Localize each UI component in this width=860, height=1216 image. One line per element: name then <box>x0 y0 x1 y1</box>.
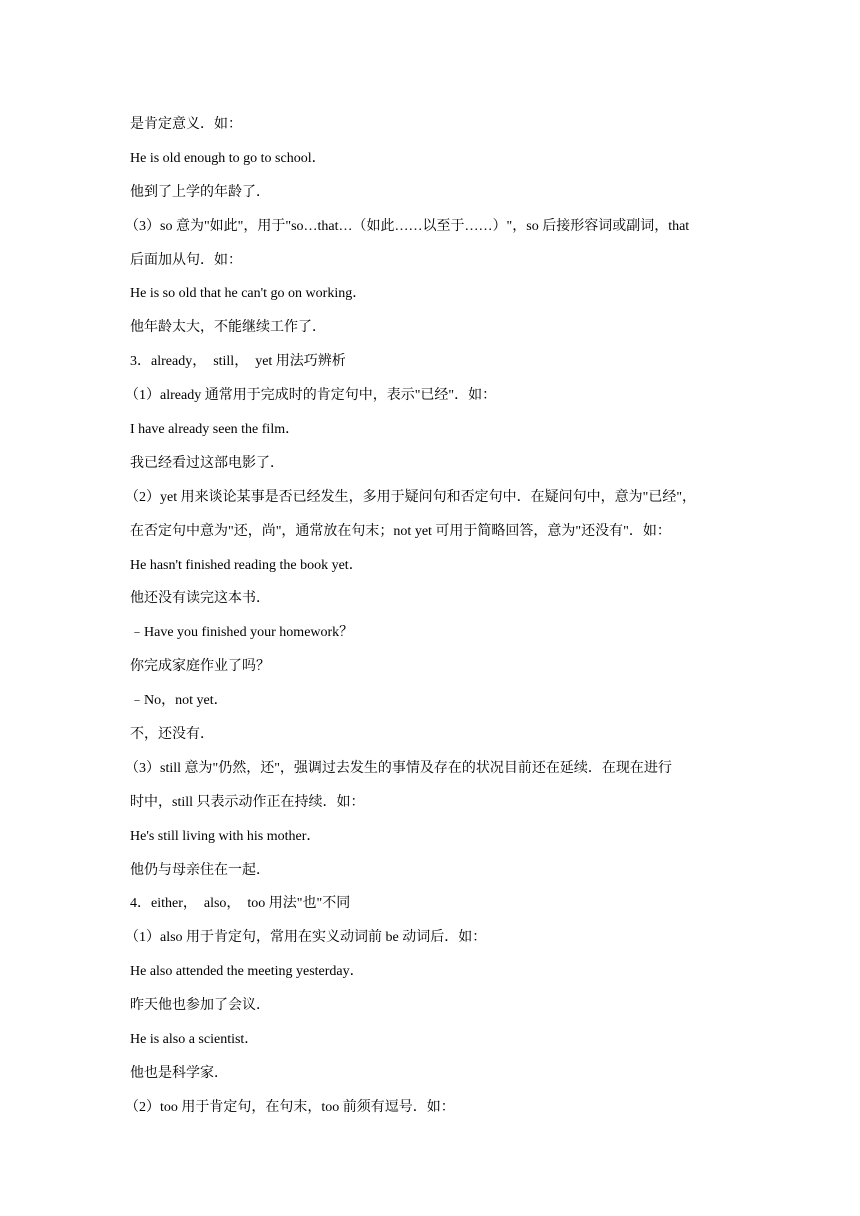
rule-also: （1）also 用于肯定句，常用在实义动词前 be 动词后．如： <box>125 930 487 946</box>
example-sentence: He hasn't finished reading the book yet． <box>130 557 363 573</box>
rule-yet-line-1: （2）yet 用来谈论某事是否已经发生，多用于疑问句和否定句中．在疑问句中，意为"已经"， <box>125 489 697 505</box>
example-sentence: He's still living with his mother． <box>130 828 321 844</box>
example-sentence: He is also a scientist． <box>130 1032 259 1048</box>
rule-yet-line-2: 在否定句中意为"还，尚"，通常放在句末；not yet 可用于简略回答，意为"还没有"．如： <box>130 523 671 539</box>
example-translation: 他也是科学家． <box>130 1065 228 1081</box>
dialogue-question-translation: 你完成家庭作业了吗？ <box>130 659 270 675</box>
rule-too: （2）too 用于肯定句，在句末，too 前须有逗号．如： <box>125 1099 455 1115</box>
example-translation: 他年龄太大，不能继续工作了． <box>130 320 326 336</box>
document-body <box>125 108 735 1125</box>
dialogue-answer: ﹣No，not yet． <box>130 693 228 709</box>
example-sentence: He is old enough to go to school． <box>130 150 326 166</box>
example-sentence: He also attended the meeting yesterday． <box>130 964 364 980</box>
section-heading-either-also-too: 4．either， also， too 用法"也"不同 <box>130 896 351 912</box>
rule-still-line-2: 时中，still 只表示动作正在持续．如： <box>130 794 365 810</box>
example-translation: 他到了上学的年龄了． <box>130 184 270 200</box>
rule-already: （1）already 通常用于完成时的肯定句中，表示"已经"．如： <box>125 388 497 404</box>
example-sentence: He is so old that he can't go on working． <box>130 286 367 302</box>
example-sentence: I have already seen the film． <box>130 422 300 438</box>
dialogue-question: ﹣Have you finished your homework？ <box>130 625 354 641</box>
rule-so-line-2: 后面加从句．如： <box>130 252 242 268</box>
rule-so-line-1: （3）so 意为"如此"，用于"so…that…（如此……以至于……）"，so 后接形容词或副词，that <box>125 218 690 234</box>
rule-still-line-1: （3）still 意为"仍然，还"，强调过去发生的事情及存在的状况目前还在延续．在现在进行 <box>125 760 672 776</box>
dialogue-answer-translation: 不，还没有． <box>130 727 214 743</box>
example-translation: 我已经看过这部电影了． <box>130 455 284 471</box>
example-translation: 昨天他也参加了会议． <box>130 998 270 1014</box>
section-heading-already-still-yet: 3．already， still， yet 用法巧辨析 <box>130 354 346 370</box>
example-translation: 他仍与母亲住在一起． <box>130 862 270 878</box>
text-line: 是肯定意义．如： <box>130 117 242 132</box>
example-translation: 他还没有读完这本书． <box>130 591 270 607</box>
